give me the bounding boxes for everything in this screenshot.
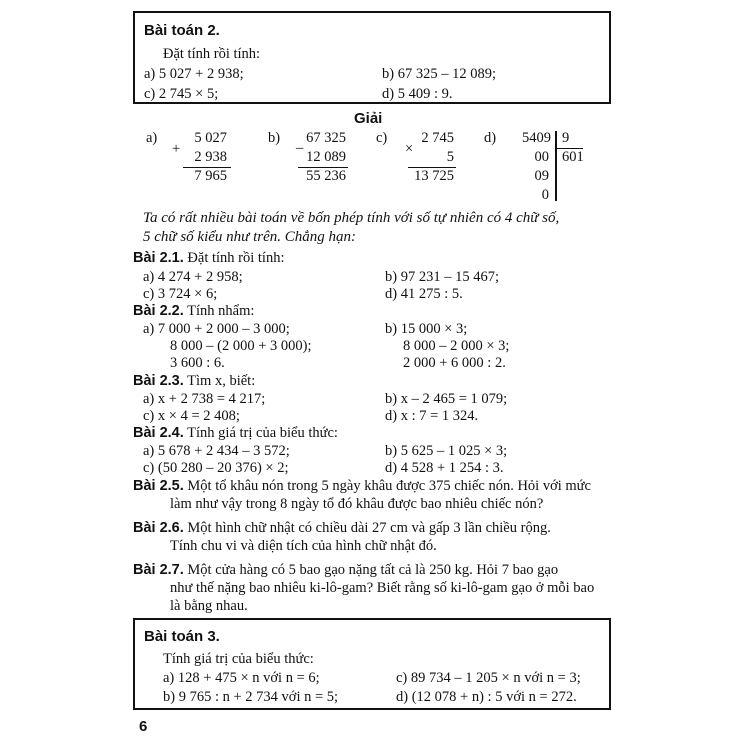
solution-d-divisor: 9	[562, 130, 570, 146]
problem-3-item-a: a) 128 + 475 × n với n = 6;	[163, 670, 320, 686]
solution-b-bottom: 12 089	[306, 149, 346, 165]
exercise-2-7-line-2: như thế nặng bao nhiêu ki-lô-gam? Biết rằng số ki-lô-gam gạo ở mỗi bao	[170, 580, 595, 596]
exercise-2-4-text: Tính giá trị của biểu thức:	[187, 425, 338, 441]
solution-a-top: 5 027	[194, 130, 227, 146]
exercise-2-6-line-2: Tính chu vi và diện tích của hình chữ nhật đó.	[170, 538, 437, 554]
exercise-2-1-b: b) 97 231 – 15 467;	[385, 269, 499, 285]
solution-b-op: –	[296, 140, 304, 156]
problem-3-box	[133, 618, 611, 710]
exercise-2-2-a2: 8 000 – (2 000 + 3 000);	[170, 338, 312, 354]
exercise-2-1-text: Đặt tính rồi tính:	[187, 250, 285, 266]
exercise-2-2-text: Tính nhẩm:	[187, 303, 255, 319]
solution-d-remainder-1: 00	[534, 149, 549, 165]
exercise-2-2-a1: a) 7 000 + 2 000 – 3 000;	[143, 321, 290, 337]
problem-2-prompt: Đặt tính rồi tính:	[163, 46, 261, 62]
exercise-2-3-c: c) x × 4 = 2 408;	[143, 408, 240, 424]
problem-2-title: Bài toán 2.	[144, 22, 220, 39]
solution-d-label: d)	[484, 130, 497, 146]
solution-c-top: 2 745	[421, 130, 454, 146]
solution-c-label: c)	[376, 130, 388, 146]
exercise-2-2-b1: b) 15 000 × 3;	[385, 321, 468, 337]
exercise-2-1-d: d) 41 275 : 5.	[385, 286, 463, 302]
problem-2-item-b: b) 67 325 – 12 089;	[382, 66, 496, 82]
exercise-2-6-text-1: Một hình chữ nhật có chiều dài 27 cm và gấp 3 lần chiều rộng.	[187, 520, 551, 536]
exercise-2-4-c: c) (50 280 – 20 376) × 2;	[143, 460, 289, 476]
exercise-2-3-d: d) x : 7 = 1 324.	[385, 408, 479, 424]
exercise-2-2-b2: 8 000 – 2 000 × 3;	[403, 338, 510, 354]
exercise-2-2-title: Bài 2.2.	[133, 303, 184, 319]
problem-3-title: Bài toán 3.	[144, 628, 220, 645]
solution-a-bottom: 2 938	[194, 149, 227, 165]
solution-d-remainder-2: 09	[534, 168, 549, 184]
exercise-2-6-line-1	[133, 520, 551, 537]
exercise-2-2-a3: 3 600 : 6.	[170, 355, 225, 371]
exercise-2-4-a: a) 5 678 + 2 434 – 3 572;	[143, 443, 290, 459]
solution-a-label: a)	[146, 130, 158, 146]
solution-d-dividend: 5409	[522, 130, 551, 146]
solution-a-op: +	[172, 141, 181, 157]
exercise-2-3-heading	[133, 373, 255, 390]
intro-line-2: 5 chữ số kiểu như trên. Chẳng hạn:	[143, 229, 357, 245]
problem-2-item-a: a) 5 027 + 2 938;	[144, 66, 244, 82]
exercise-2-7-text-1: Một cửa hàng có 5 bao gạo nặng tất cả là 250 kg. Hỏi 7 bao gạo	[187, 562, 559, 578]
solution-b-top: 67 325	[306, 130, 346, 146]
exercise-2-1-title: Bài 2.1.	[133, 250, 184, 266]
exercise-2-4-d: d) 4 528 + 1 254 : 3.	[385, 460, 504, 476]
exercise-2-3-a: a) x + 2 738 = 4 217;	[143, 391, 266, 407]
solution-c-bottom: 5	[446, 149, 454, 165]
exercise-2-6-title: Bài 2.6.	[133, 520, 184, 536]
exercise-2-5-title: Bài 2.5.	[133, 478, 184, 494]
exercise-2-3-b: b) x – 2 465 = 1 079;	[385, 391, 508, 407]
exercise-2-7-title: Bài 2.7.	[133, 562, 184, 578]
solution-b-label: b)	[268, 130, 281, 146]
exercise-2-5-line-1	[133, 478, 591, 495]
exercise-2-1-c: c) 3 724 × 6;	[143, 286, 218, 302]
exercise-2-5-text-1: Một tổ khâu nón trong 5 ngày khâu được 375 chiếc nón. Hỏi với mức	[187, 478, 591, 494]
problem-2-item-c: c) 2 745 × 5;	[144, 86, 219, 102]
problem-3-prompt: Tính giá trị của biểu thức:	[163, 651, 314, 667]
exercise-2-1-a: a) 4 274 + 2 958;	[143, 269, 243, 285]
solution-d-quotient: 601	[562, 149, 584, 165]
exercise-2-2-b3: 2 000 + 6 000 : 2.	[403, 355, 506, 371]
exercise-2-2-heading	[133, 303, 254, 320]
solution-title: Giải	[354, 110, 383, 127]
exercise-2-5-line-2: làm như vậy trong 8 ngày tổ đó khâu được bao nhiêu chiếc nón?	[170, 496, 544, 512]
solution-d-remainder-3: 0	[541, 187, 549, 203]
solution-a-result: 7 965	[194, 168, 227, 184]
exercise-2-7-line-3: là bằng nhau.	[170, 598, 248, 614]
exercise-2-4-heading	[133, 425, 338, 442]
page-number: 6	[139, 718, 148, 735]
problem-3-item-c: c) 89 734 – 1 205 × n với n = 3;	[396, 670, 581, 686]
exercise-2-4-title: Bài 2.4.	[133, 425, 184, 441]
exercise-2-4-b: b) 5 625 – 1 025 × 3;	[385, 443, 508, 459]
solution-b-result: 55 236	[306, 168, 346, 184]
exercise-2-3-title: Bài 2.3.	[133, 373, 184, 389]
problem-2-item-d: d) 5 409 : 9.	[382, 86, 453, 102]
problem-2-box	[133, 11, 611, 104]
solution-d-vertical-rule	[555, 131, 557, 201]
exercise-2-1-heading	[133, 250, 284, 267]
intro-line-1: Ta có rất nhiều bài toán về bốn phép tính với số tự nhiên có 4 chữ số,	[143, 210, 560, 226]
exercise-2-3-text: Tìm x, biết:	[187, 373, 256, 389]
solution-c-op: ×	[405, 141, 414, 157]
exercise-2-7-line-1	[133, 562, 558, 579]
solution-c-result: 13 725	[414, 168, 454, 184]
problem-3-item-d: d) (12 078 + n) : 5 với n = 272.	[396, 689, 577, 705]
problem-3-item-b: b) 9 765 : n + 2 734 với n = 5;	[163, 689, 339, 705]
